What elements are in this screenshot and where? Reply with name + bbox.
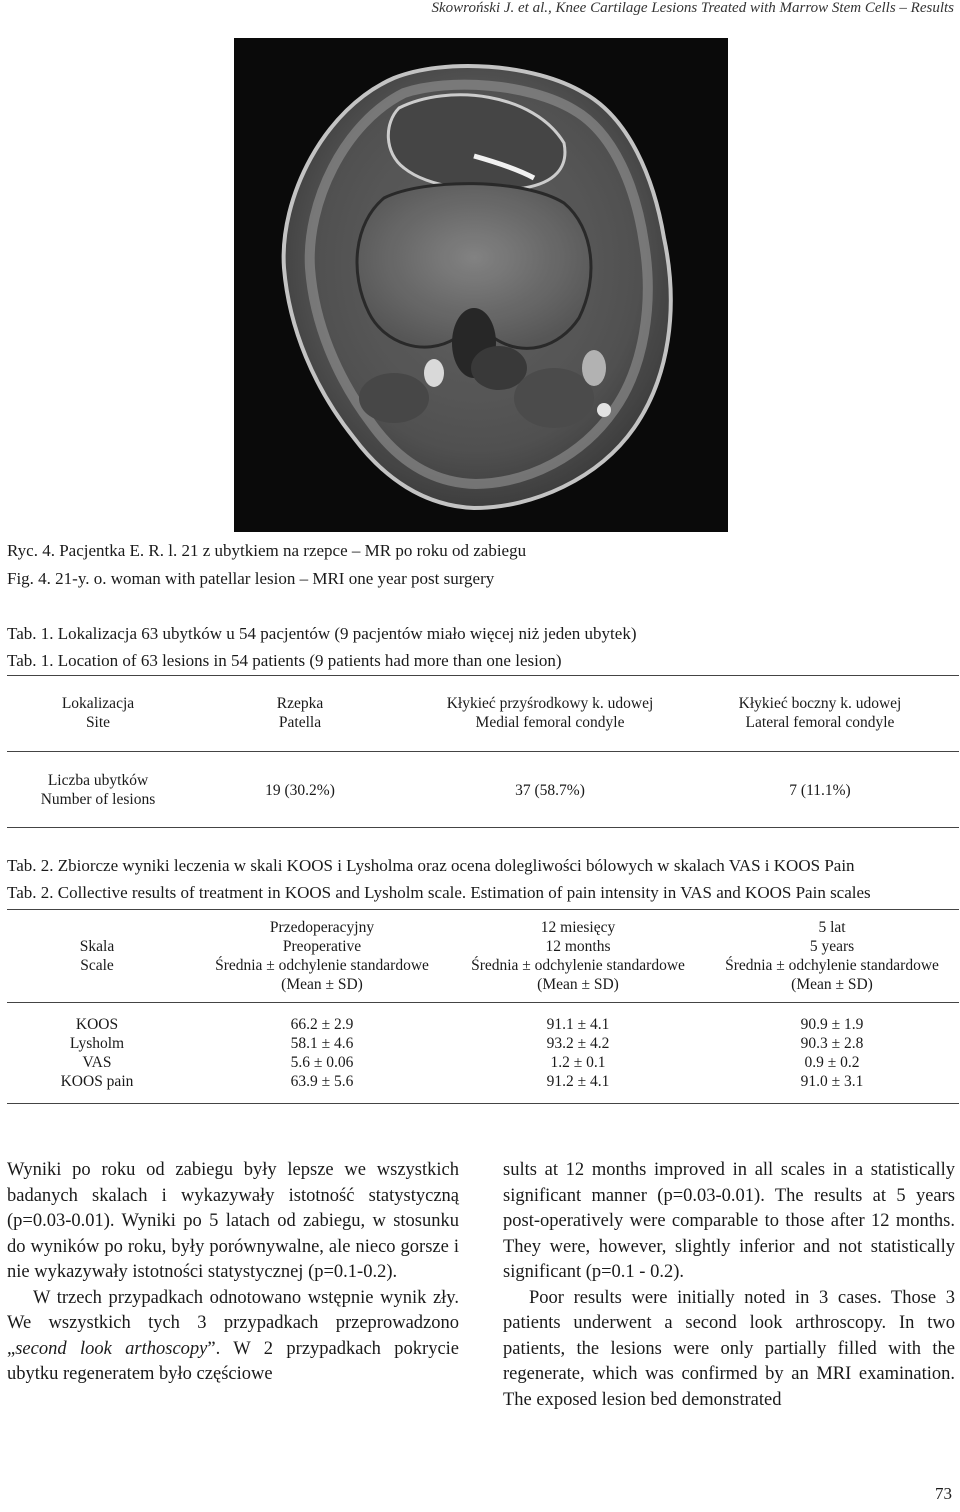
- table1-row-label: Liczba ubytków Number of lesions: [40, 772, 156, 808]
- table1-header-site: Lokalizacja Site: [61, 695, 135, 731]
- table2-scales-column: KOOS Lysholm VAS KOOS pain: [60, 1016, 134, 1090]
- figure-caption-pl: Ryc. 4. Pacjentka E. R. l. 21 z ubytkiem na rzepce – MR po roku od zabiegu: [7, 541, 527, 560]
- table2-12months-column: 91.1 ± 4.1 93.2 ± 4.2 1.2 ± 0.1 91.2 ± 4.1: [546, 1016, 610, 1090]
- table1-header-medial: Kłykieć przyśrodkowy k. udowej Medial femoral condyle: [446, 695, 654, 731]
- table1-bottom-rule: [7, 827, 959, 828]
- table1-value-patella: 19 (30.2%): [265, 782, 335, 799]
- table1-title-pl: Tab. 1. Lokalizacja 63 ubytków u 54 pacjentów (9 pacjentów miało więcej niż jeden ubytek): [7, 624, 637, 643]
- table1-mid-rule: [7, 751, 959, 752]
- running-header: Skowroński J. et al., Knee Cartilage Lesions Treated with Marrow Stem Cells – Results: [431, 0, 954, 16]
- body-right-paragraph-1: sults at 12 months improved in all scales in a statistically significant manner (p=0.03-0.01). The results at 5 years post-operatively were comparable to those after 12 months. They were, however, slightly inferior and not statistically significant (p=0.1 - 0.2).: [503, 1160, 955, 1282]
- table2-header-5years: 5 lat 5 years Średnia ± odchylenie standardowe (Mean ± SD): [725, 919, 939, 993]
- table2-5years-column: 90.9 ± 1.9 90.3 ± 2.8 0.9 ± 0.2 91.0 ± 3.1: [800, 1016, 864, 1090]
- body-right-column: [503, 1158, 955, 1413]
- table1-value-medial: 37 (58.7%): [515, 782, 585, 799]
- table1-value-lateral: 7 (11.1%): [789, 782, 851, 799]
- table2-preop-column: 66.2 ± 2.9 58.1 ± 4.6 5.6 ± 0.06 63.9 ± 5.6: [290, 1016, 354, 1090]
- table2-mid-rule: [7, 1002, 959, 1003]
- table1-title-en: Tab. 1. Location of 63 lesions in 54 patients (9 patients had more than one lesion): [7, 651, 562, 670]
- body-right-paragraph-2: Poor results were initially noted in 3 cases. Those 3 patients underwent a second look arthroscopy. In two patients, the lesions were only partially filled with the regenerate, which was confirmed by an MRI examination. The exposed lesion bed demonstrated: [503, 1287, 955, 1410]
- table1-header-lateral: Kłykieć boczny k. udowej Lateral femoral condyle: [738, 695, 902, 731]
- table2-bottom-rule: [7, 1103, 959, 1104]
- figure-caption-en: Fig. 4. 21-y. o. woman with patellar lesion – MRI one year post surgery: [7, 569, 495, 588]
- table2-title-en: Tab. 2. Collective results of treatment in KOOS and Lysholm scale. Estimation of pain intensity in VAS and KOOS Pain scales: [7, 883, 871, 902]
- table2-title-pl: Tab. 2. Zbiorcze wyniki leczenia w skali KOOS i Lysholma oraz ocena dolegliwości bólowych w skalach VAS i KOOS Pain: [7, 856, 855, 875]
- table2-header-12months: 12 miesięcy 12 months Średnia ± odchylenie standardowe (Mean ± SD): [471, 919, 685, 993]
- body-left-paragraph-1: Wyniki po roku od zabiegu były lepsze we wszystkich badanych skalach i wykazywały istotność statystyczną (p=0.03-0.01). Wyniki po 5 latach od zabiegu, w stosunku do wyników po roku, były porównywalne, ale nieco gorsze i nie wykazywały istotności statystycznej (p=0.1-0.2).: [7, 1160, 459, 1282]
- page-number: 73: [935, 1484, 952, 1503]
- body-left-column: [7, 1158, 459, 1388]
- table2-top-rule: [7, 909, 959, 910]
- table2-header-preop: Przedoperacyjny Preoperative Średnia ± odchylenie standardowe (Mean ± SD): [215, 919, 429, 993]
- table1-header-patella: Rzepka Patella: [276, 695, 324, 731]
- mri-knee-image: [234, 38, 728, 532]
- table1-top-rule: [7, 675, 959, 676]
- body-left-paragraph-2: W trzech przypadkach odnotowano wstępnie wynik zły. We wszystkich tych 3 przypadkach przeprowadzono „second look arthoscopy”. W 2 przypadkach pokrycie ubytku regeneratem było częściowe: [7, 1287, 460, 1384]
- table2-header-scale: Skala Scale: [79, 938, 115, 974]
